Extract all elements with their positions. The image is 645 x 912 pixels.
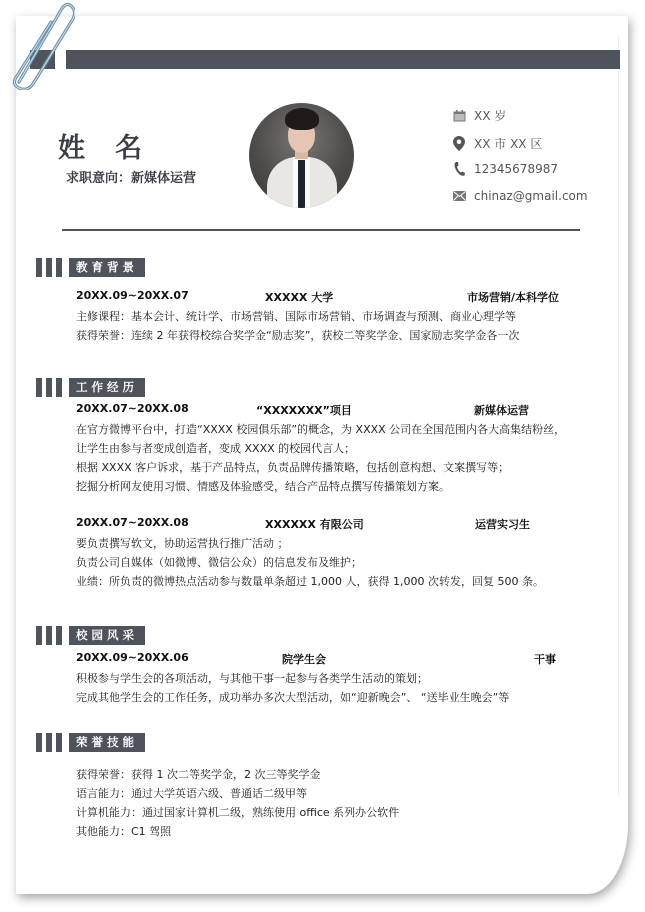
location-pin-icon bbox=[452, 137, 466, 151]
work-line: 在官方微博平台中，打造“XXXX 校园俱乐部”的概念，为 XXXX 公司在全国范围内各大高集结粉丝， bbox=[76, 423, 566, 436]
campus-line: 积极参与学生会的各项活动，与其他干事一起参与各类学生活动的策划； bbox=[76, 672, 428, 685]
education-major: 市场营销/本科学位 bbox=[467, 291, 560, 304]
work-line: 让学生由参与者变成创造者，变成 XXXX 的校园代言人； bbox=[76, 442, 356, 455]
skills-line: 语言能力：通过大学英语六级、普通话二级甲等 bbox=[76, 787, 307, 800]
job-intent: 求职意向：新媒体运营 bbox=[66, 171, 197, 186]
contact-email bbox=[452, 189, 588, 203]
work-org: “XXXXXXX”项目 bbox=[256, 404, 352, 417]
work-period: 20XX.07~20XX.08 bbox=[76, 516, 189, 529]
work-period: 20XX.07~20XX.08 bbox=[76, 402, 189, 415]
mail-icon bbox=[452, 189, 466, 203]
section-title: 工作经历 bbox=[69, 378, 145, 397]
section-title: 荣誉技能 bbox=[69, 733, 145, 752]
education-school: XXXXX 大学 bbox=[265, 291, 334, 304]
campus-role: 干事 bbox=[534, 653, 556, 666]
candidate-name: 姓名 bbox=[58, 133, 172, 164]
work-line: 负责公司自媒体（如微博、微信公众）的信息发布及维护； bbox=[76, 556, 362, 569]
work-line: 业绩：所负责的微博热点活动参与数量单条超过 1,000 人，获得 1,000 次转发，回复 500 条。 bbox=[76, 575, 544, 588]
section-header-campus bbox=[36, 626, 145, 645]
education-period: 20XX.09~20XX.07 bbox=[76, 289, 189, 302]
contact-phone bbox=[452, 162, 558, 176]
skills-line: 其他能力：C1 驾照 bbox=[76, 825, 172, 838]
contact-phone-text: 12345678987 bbox=[474, 162, 558, 176]
calendar-icon bbox=[452, 109, 466, 123]
skills-line: 计算机能力：通过国家计算机二级，熟练使用 office 系列办公软件 bbox=[76, 806, 400, 819]
section-title: 校园风采 bbox=[69, 626, 145, 645]
work-role: 运营实习生 bbox=[475, 518, 530, 531]
contact-email-text: chinaz@gmail.com bbox=[474, 189, 588, 203]
section-header-education bbox=[36, 258, 145, 277]
work-role: 新媒体运营 bbox=[474, 404, 529, 417]
education-line: 主修课程：基本会计、统计学、市场营销、国际市场营销、市场调查与预测、商业心理学等 bbox=[76, 310, 516, 323]
section-title: 教育背景 bbox=[69, 258, 145, 277]
work-org: XXXXXX 有限公司 bbox=[265, 518, 364, 531]
work-line: 要负责撰写软文，协助运营执行推广活动 ； bbox=[76, 537, 289, 550]
header-bar bbox=[66, 50, 620, 69]
phone-icon bbox=[452, 162, 466, 176]
campus-period: 20XX.09~20XX.06 bbox=[76, 651, 189, 664]
section-header-work bbox=[36, 378, 145, 397]
work-line: 挖掘分析网友使用习惯、情感及体验感受，结合产品特点撰写传播策划方案。 bbox=[76, 480, 450, 493]
contact-age-text: XX 岁 bbox=[474, 109, 507, 123]
paper-edge bbox=[618, 35, 619, 795]
paperclip-icon bbox=[5, 0, 75, 90]
campus-org: 院学生会 bbox=[282, 653, 326, 666]
campus-line: 完成其他学生会的工作任务，成功举办多次大型活动，如“迎新晚会”、 “送毕业生晚会”等 bbox=[76, 691, 510, 704]
work-line: 根据 XXXX 客户诉求，基于产品特点，负责品牌传播策略，包括创意构想、文案撰写等； bbox=[76, 461, 510, 474]
education-line: 获得荣誉：连续 2 年获得校综合奖学金“励志奖”，获校二等奖学金、国家励志奖学金各一次 bbox=[76, 329, 520, 342]
contact-location bbox=[452, 135, 542, 152]
section-header-skills bbox=[36, 733, 145, 752]
contact-age bbox=[452, 107, 506, 124]
skills-line: 获得荣誉：获得 1 次二等奖学金，2 次三等奖学金 bbox=[76, 768, 321, 781]
avatar bbox=[249, 103, 354, 208]
header-divider bbox=[62, 229, 580, 231]
contact-location-text: XX 市 XX 区 bbox=[474, 137, 543, 151]
